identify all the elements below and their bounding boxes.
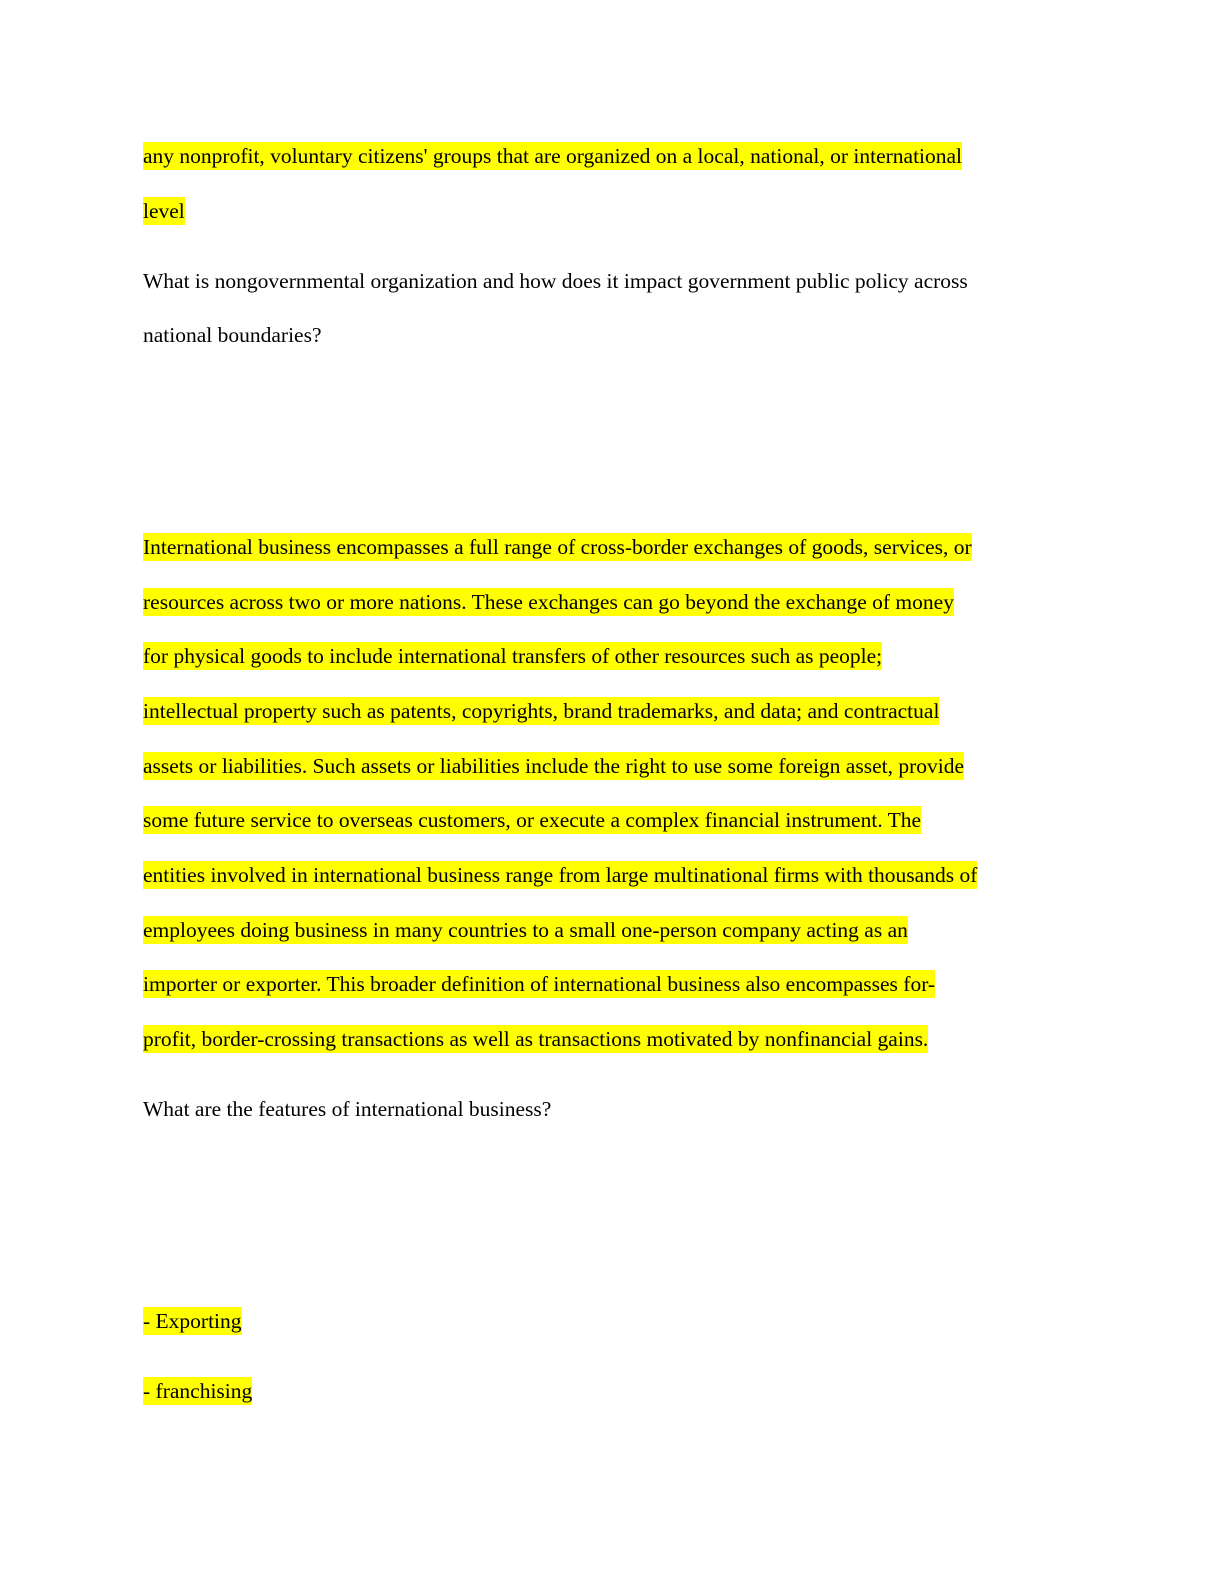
question-line: What are the features of international business? (143, 1097, 552, 1121)
answer-line (143, 698, 939, 725)
answer-line (143, 534, 972, 561)
list-item (143, 1308, 242, 1335)
answer-line (143, 753, 964, 780)
highlighted-text: profit, border-crossing transactions as well as transactions motivated by nonfinancial gains. (143, 1027, 929, 1051)
highlighted-text: intellectual property such as patents, copyrights, brand trademarks, and data; and contractual (143, 699, 940, 723)
question-line: national boundaries? (143, 323, 322, 347)
answer-line (143, 1026, 928, 1053)
answer-line (143, 971, 935, 998)
list-item (143, 1378, 252, 1405)
question-line: What is nongovernmental organization and how does it impact government public policy across (143, 269, 968, 293)
highlighted-text: International business encompasses a full range of cross-border exchanges of goods, services, or (143, 535, 972, 559)
highlighted-text: entities involved in international business range from large multinational firms with thousands of (143, 863, 978, 887)
highlighted-text: importer or exporter. This broader definition of international business also encompasses for- (143, 972, 936, 996)
answer-line (143, 143, 962, 170)
answer-line (143, 917, 908, 944)
highlighted-text: some future service to overseas customers, or execute a complex financial instrument. The (143, 808, 922, 832)
highlighted-text: - Exporting (143, 1309, 242, 1333)
answer-line (143, 589, 954, 616)
highlighted-text: resources across two or more nations. These exchanges can go beyond the exchange of money (143, 590, 954, 614)
answer-line (143, 198, 185, 225)
answer-line (143, 807, 921, 834)
highlighted-text: any nonprofit, voluntary citizens' groups that are organized on a local, national, or international (143, 144, 963, 168)
answer-line (143, 862, 977, 889)
answer-line (143, 643, 882, 670)
highlighted-text: employees doing business in many countries to a small one-person company acting as an (143, 918, 908, 942)
highlighted-text: assets or liabilities. Such assets or liabilities include the right to use some foreign asset, provide (143, 754, 965, 778)
highlighted-text: level (143, 199, 185, 223)
highlighted-text: for physical goods to include international transfers of other resources such as people; (143, 644, 883, 668)
highlighted-text: - franchising (143, 1379, 253, 1403)
